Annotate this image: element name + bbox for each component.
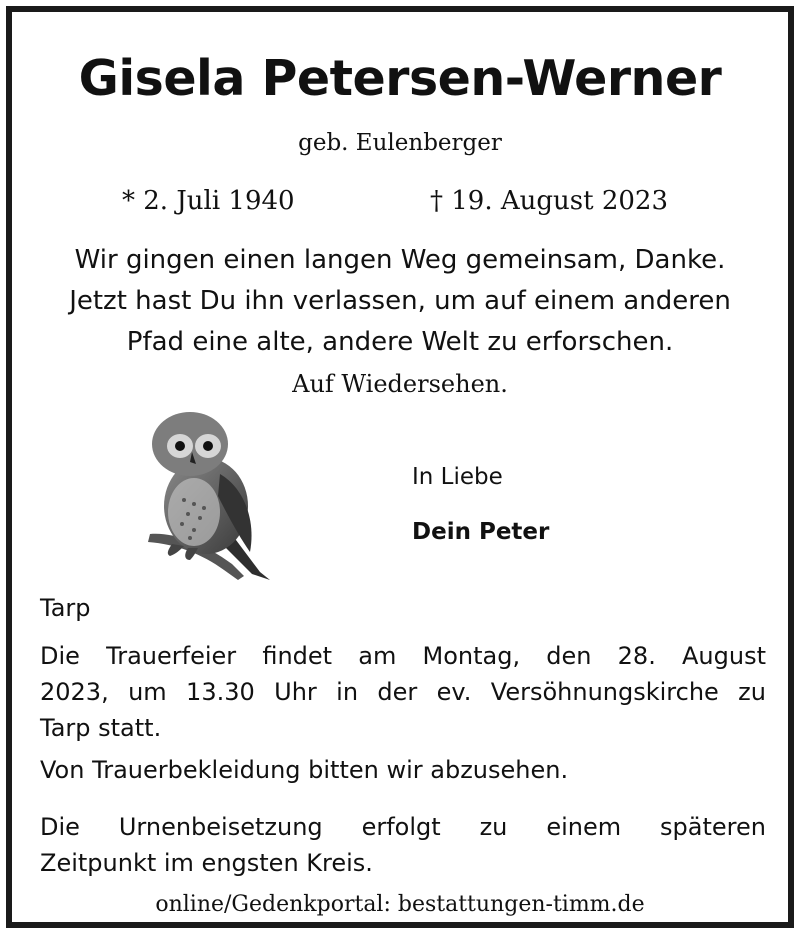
dress-note: Von Trauerbekleidung bitten wir abzusehen. [40, 756, 569, 784]
burial-line: Die Urnenbeisetzung erfolgt zu einem späteren [40, 813, 766, 841]
deceased-name: Gisela Petersen-Werner [78, 50, 722, 107]
farewell-text: Auf Wiedersehen. [292, 370, 508, 398]
burial-paragraph [40, 809, 766, 881]
poem-line: Pfad eine alte, andere Welt zu erforschen. [126, 327, 674, 357]
signer-name: Dein Peter [412, 519, 550, 545]
place-name: Tarp [40, 594, 91, 622]
ceremony-line: 2023, um 13.30 Uhr in der ev. Versöhnungskirche zu [40, 678, 766, 706]
burial-line: Zeitpunkt im engsten Kreis. [40, 849, 373, 877]
ceremony-line: Tarp statt. [40, 714, 162, 742]
ceremony-paragraph [40, 638, 766, 746]
poem [12, 240, 788, 363]
poem-line: Wir gingen einen langen Weg gemeinsam, Danke. [74, 245, 726, 275]
owl-icon [132, 404, 282, 590]
death-date: † 19. August 2023 [430, 186, 669, 216]
memorial-portal-link[interactable]: online/Gedenkportal: bestattungen-timm.de [155, 892, 645, 917]
ceremony-line: Die Trauerfeier findet am Montag, den 28. August [40, 642, 766, 670]
obituary-frame [6, 6, 794, 928]
birth-date: * 2. Juli 1940 [122, 186, 295, 216]
maiden-name: geb. Eulenberger [298, 130, 502, 156]
love-line: In Liebe [412, 464, 503, 490]
poem-line: Jetzt hast Du ihn verlassen, um auf einem anderen [69, 286, 731, 316]
